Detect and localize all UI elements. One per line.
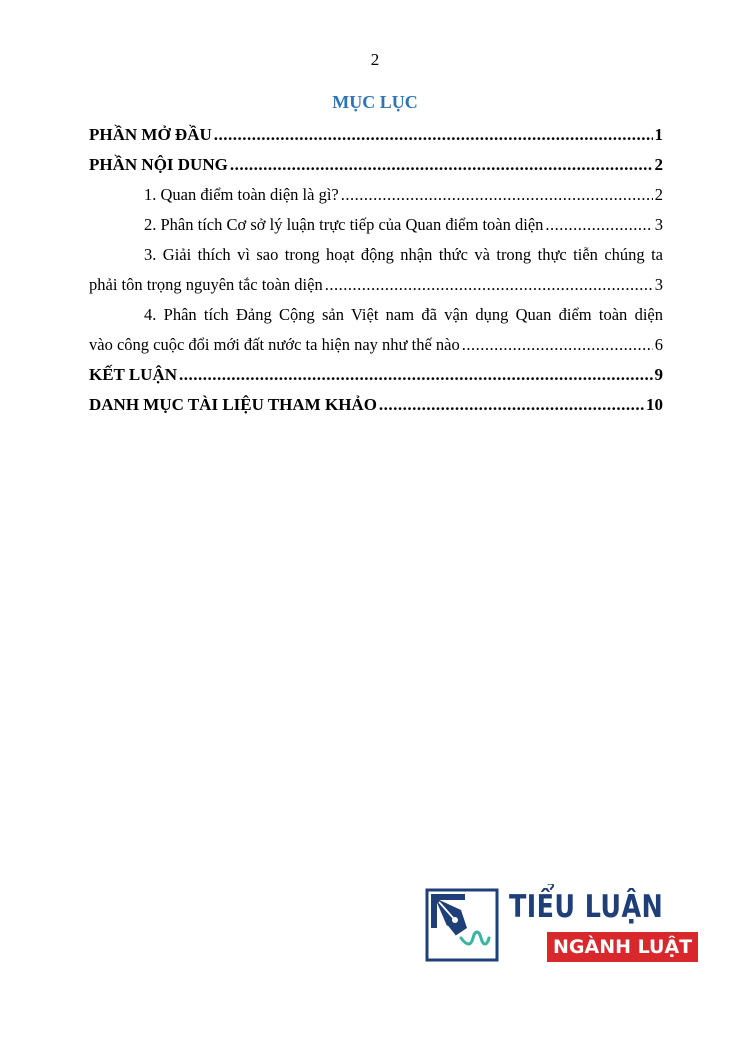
toc-entry-text: PHẦN NỘI DUNG xyxy=(89,155,228,174)
toc-leader-dots xyxy=(545,210,652,240)
toc-leader-dots xyxy=(179,360,652,390)
toc-page-number: 2 xyxy=(654,155,663,174)
toc-entry-text: 1. Quan điểm toàn diện là gì? xyxy=(144,185,339,204)
toc-entry-introduction[interactable] xyxy=(89,120,663,150)
toc-entry-text-line2: phải tôn trọng nguyên tắc toàn diện xyxy=(89,275,323,294)
toc-entry-continuation xyxy=(89,270,663,300)
toc-page-number: 3 xyxy=(654,215,663,234)
toc-entry-text-line2: vào công cuộc đổi mới đất nước ta hiện nay như thế nào xyxy=(89,335,460,354)
toc-entry-section-2[interactable] xyxy=(89,210,663,240)
toc-page-number: 10 xyxy=(646,395,663,414)
toc-leader-dots xyxy=(214,120,653,150)
logo-text-line1: TIỂU LUẬN xyxy=(509,889,664,925)
toc-entry-text: KẾT LUẬN xyxy=(89,365,178,384)
toc-page-number: 6 xyxy=(654,335,663,354)
toc-entry-conclusion[interactable] xyxy=(89,360,663,390)
toc-leader-dots xyxy=(325,270,653,300)
toc-entry-text: 2. Phân tích Cơ sở lý luận trực tiếp của Quan điểm toàn diện xyxy=(144,215,544,234)
table-of-contents xyxy=(89,120,663,420)
toc-leader-dots xyxy=(379,390,644,420)
toc-title: MỤC LỤC xyxy=(332,92,418,112)
toc-leader-dots xyxy=(341,180,653,210)
toc-entry-section-4[interactable] xyxy=(89,300,663,360)
toc-page-number: 1 xyxy=(654,125,663,144)
fountain-pen-nib-icon xyxy=(425,888,499,962)
toc-entry-references[interactable] xyxy=(89,390,663,420)
toc-entry-continuation xyxy=(89,330,663,360)
toc-entry-section-3[interactable] xyxy=(89,240,663,300)
toc-entry-text-line1: 3. Giải thích vì sao trong hoạt động nhận thức và trong thực tiễn chúng ta xyxy=(144,245,663,264)
toc-entry-content[interactable] xyxy=(89,150,663,180)
toc-leader-dots xyxy=(230,150,653,180)
page-number: 2 xyxy=(370,50,380,69)
toc-page-number: 2 xyxy=(654,185,663,204)
brand-logo xyxy=(425,888,693,966)
toc-leader-dots xyxy=(462,330,653,360)
toc-entry-section-1[interactable] xyxy=(89,180,663,210)
toc-entry-text-line1: 4. Phân tích Đảng Cộng sản Việt nam đã vận dụng Quan điểm toàn diện xyxy=(144,305,663,324)
toc-page-number: 3 xyxy=(654,275,663,294)
toc-entry-text: PHẦN MỞ ĐẦU xyxy=(89,125,212,144)
toc-page-number: 9 xyxy=(654,365,663,384)
logo-text-line2: NGÀNH LUẬT xyxy=(547,932,698,962)
toc-entry-text: DANH MỤC TÀI LIỆU THAM KHẢO xyxy=(89,395,377,414)
